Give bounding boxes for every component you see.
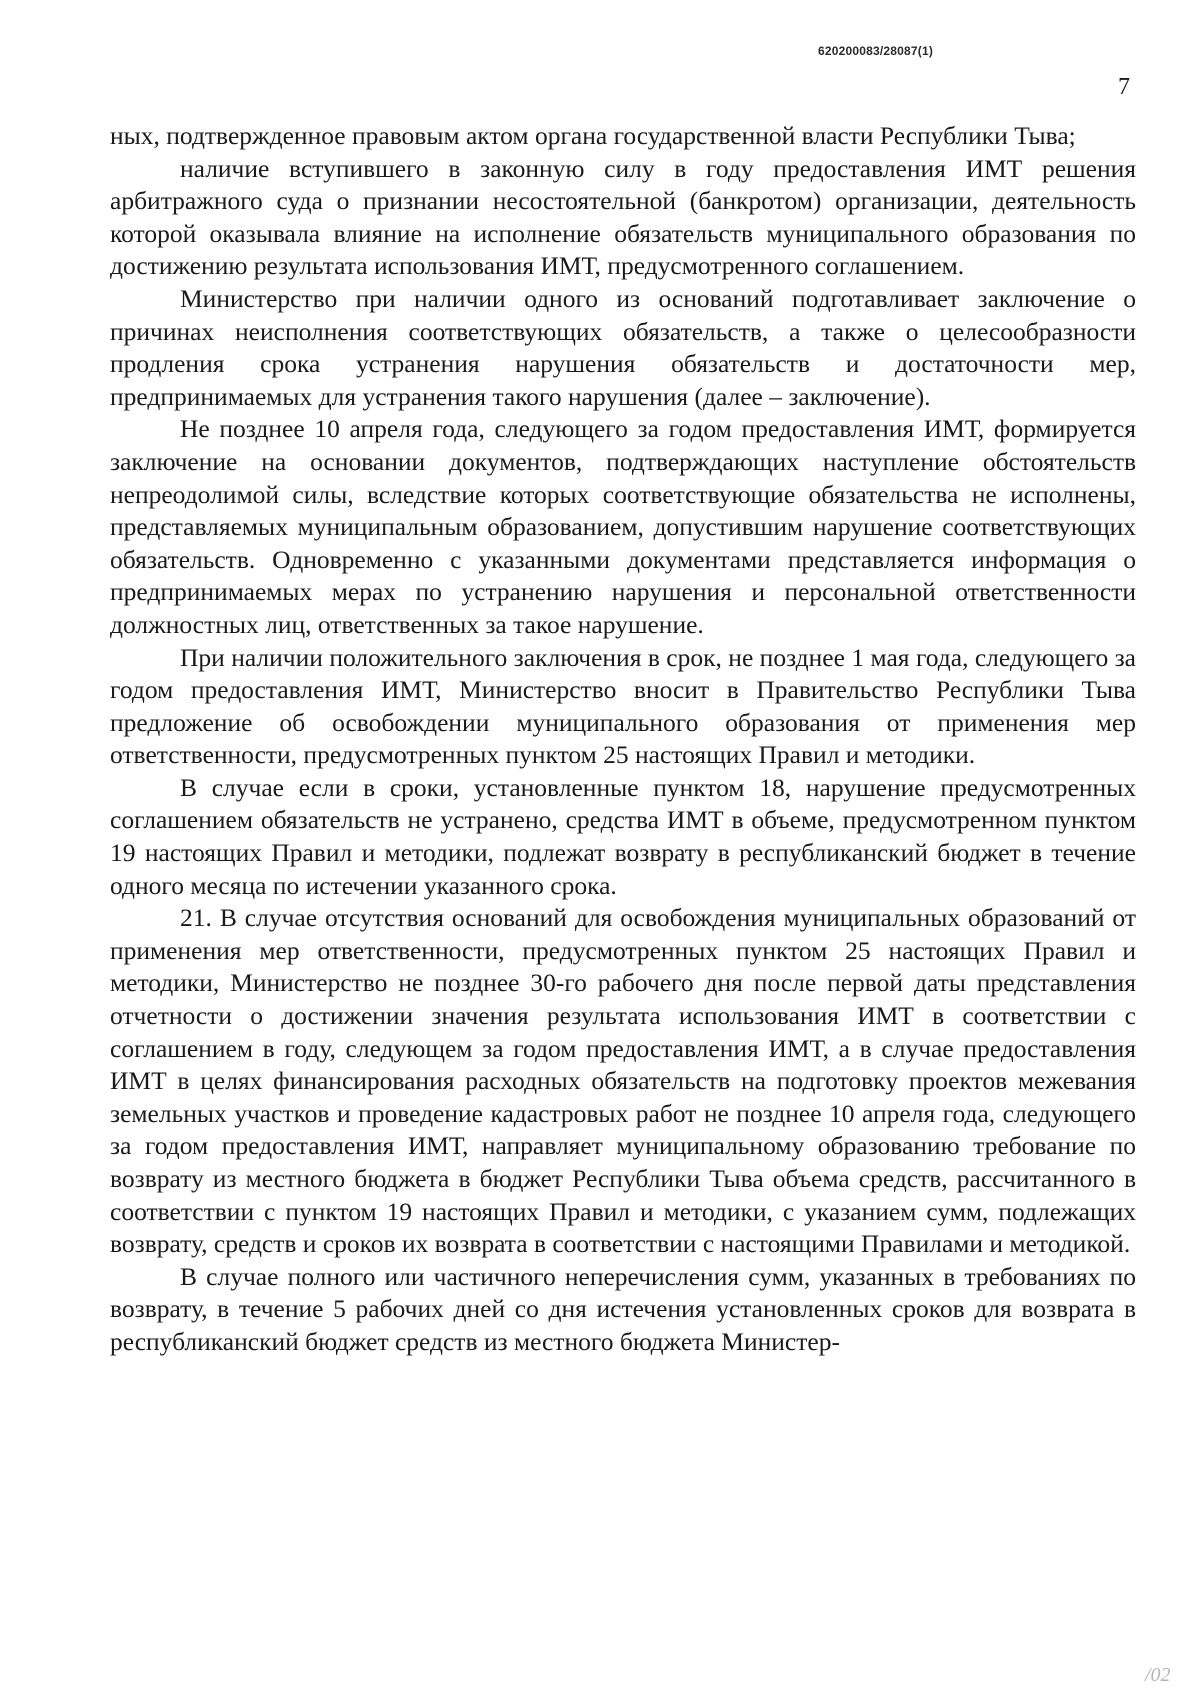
paragraph: В случае если в сроки, установленные пунктом 18, нарушение предусмотренных соглашением обязательств не устранено, средства ИМТ в объеме, предусмотренном пунктом 19 настоящих Правил и методики, подлежат возврату в республиканский бюджет в течение одного месяца по истечении указанного срока. bbox=[110, 772, 1136, 900]
paragraph-clause-21: 21. В случае отсутствия оснований для освобождения муниципальных образований от применения мер ответственности, предусмотренных пунктом 25 настоящих Правил и методики, Министерство не позднее 30-го рабочего дня после первой даты представления отчетности о достижении значения результата использования ИМТ в соответствии с соглашением в году, следующем за годом предоставления ИМТ, а в случае предоставления ИМТ в целях финансирования расходных обязательств на подготовку проектов межевания земельных участков и проведение кадастровых работ не позднее 10 апреля года, следующего за годом предоставления ИМТ, направляет муниципальному образованию требование по возврату из местного бюджета в бюджет Республики Тыва объема средств, рассчитанного в соответствии с пунктом 19 настоящих Правил и методики, с указанием сумм, подлежащих возврату, средств и сроков их возврата в соответствии с настоящими Правилами и методикой. bbox=[110, 903, 1136, 1259]
handwritten-corner-mark: /02 bbox=[1145, 1664, 1171, 1686]
document-id: 620200083/28087(1) bbox=[818, 44, 934, 58]
document-body bbox=[110, 120, 1136, 1359]
paragraph: наличие вступившего в законную силу в году предоставления ИМТ решения арбитражного суда о признании несостоятельной (банкротом) организации, деятельность которой оказывала влияние на исполнение обязательств муниципального образования по достижению результата использования ИМТ, предусмотренного соглашением. bbox=[110, 153, 1136, 281]
paragraph: В случае полного или частичного неперечисления сумм, указанных в требованиях по возврату, в течение 5 рабочих дней со дня истечения установленных сроков для возврата в республиканский бюджет средств из местного бюджета Министер- bbox=[110, 1261, 1136, 1356]
paragraph-continuation: ных, подтвержденное правовым актом органа государственной власти Республики Тыва; bbox=[110, 121, 1076, 150]
paragraph: При наличии положительного заключения в срок, не позднее 1 мая года, следующего за годом предоставления ИМТ, Министерство вносит в Правительство Республики Тыва предложение об освобождении муниципального образования от применения мер ответственности, предусмотренных пунктом 25 настоящих Правил и методики. bbox=[110, 642, 1136, 770]
paragraph: Не позднее 10 апреля года, следующего за годом предоставления ИМТ, формируется заключение на основании документов, подтверждающих наступление обстоятельств непреодолимой силы, вследствие которых соответствующие обязательства не исполнены, представляемых муниципальным образованием, допустившим нарушение соответствующих обязательств. Одновременно с указанными документами представляется информация о предпринимаемых мерах по устранению нарушения и персональной ответственности должностных лиц, ответственных за такое нарушение. bbox=[110, 414, 1136, 639]
paragraph: Министерство при наличии одного из оснований подготавливает заключение о причинах неисполнения соответствующих обязательств, а также о целесообразности продления срока устранения нарушения обязательств и достаточности мер, предпринимаемых для устранения такого нарушения (далее – заключение). bbox=[110, 283, 1136, 411]
page-number: 7 bbox=[1118, 74, 1130, 100]
